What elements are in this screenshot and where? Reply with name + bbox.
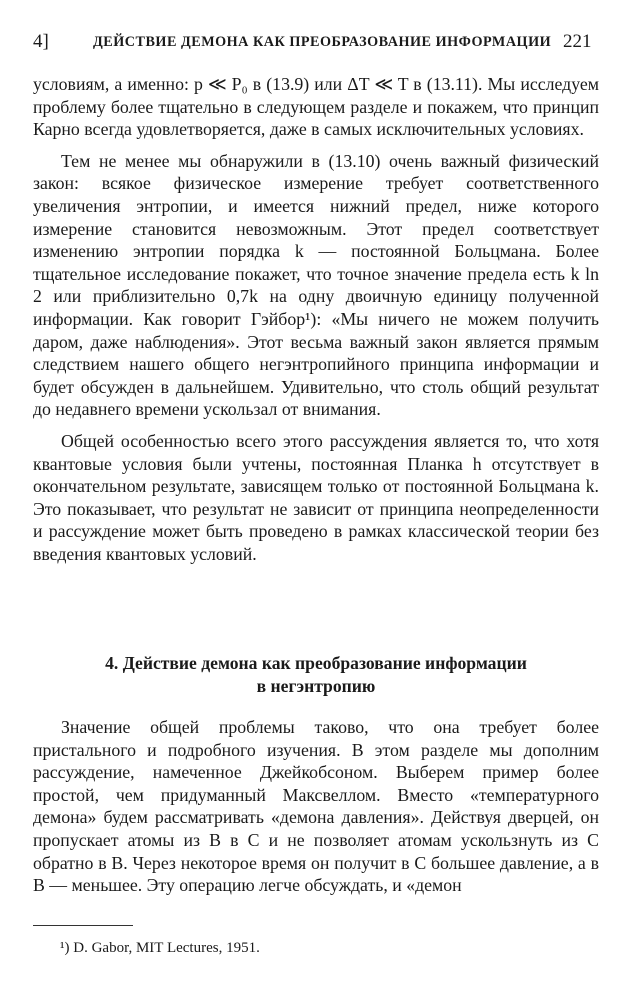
paragraph-2: Тем не менее мы обнаружили в (13.10) очень важный физический закон: всякое физическое измерение требует соответственного увеличения энтропии, и имеется нижний предел, ниже которого измерение становится невозможным. Этот предел соответствует изменению энтропии порядка k — постоянной Больцмана. Более тщательное исследование покажет, что точное значение предела есть k ln 2 или приблизительно 0,7k на одну двоичную единицу полученной информации. Как говорит Гэйбор¹): «Мы ничего не можем получить даром, даже наблюдения». Этот весьма важный закон является прямым следствием нашего общего негэнтропийного принципа информации и будет обсужден в дальнейшем. Удивительно, что столь общий результат до недавнего времени ускользал от внимания.	[33, 150, 599, 420]
section-heading-line-1: 4. Действие демона как преобразование информации	[105, 653, 527, 673]
paragraph-1: условиям, а именно: p ≪ P₀ в (13.9) или ΔT ≪ T в (13.11). Мы исследуем проблему более тщательно в следующем разделе и покажем, что принцип Карно всегда удовлетворяется, даже в самых исключительных условиях.	[33, 74, 599, 140]
section-paragraph: Значение общей проблемы таково, что она требует более пристального и подробного изучения. В этом разделе мы дополним рассуждение, намеченное Джейкобсоном. Выберем пример более простой, чем придуманный Максвеллом. Вместо «температурного демона» будем рассматривать «демона давления». Действуя дверцей, он пропускает атомы из B в C и не позволяет атомам ускользнуть из C обратно в B. Через некоторое время он получит в C большее давление, а в B — меньшее. Эту операцию легче обсуждать, и «демон	[33, 717, 599, 896]
section-heading	[33, 652, 599, 698]
section-heading-line-2: в негэнтропию	[256, 676, 376, 696]
footnote-rule	[33, 925, 133, 926]
footnote-mark: ¹)	[60, 940, 70, 956]
chapter-mark: 4]	[33, 31, 49, 52]
body-text	[33, 73, 599, 565]
footnote	[60, 940, 260, 957]
page-number: 221	[563, 31, 592, 52]
paragraph-3: Общей особенностью всего этого рассуждения является то, что хотя квантовые условия были учтены, постоянная Планка h отсутствует в окончательном результате, зависящем только от постоянной Больцмана k. Это показывает, что результат не зависит от принципа неопределенности и рассуждение может быть проведено в рамках классической теории без введения квантовых условий.	[33, 430, 599, 564]
section-body	[33, 716, 599, 897]
running-header: ДЕЙСТВИЕ ДЕМОНА КАК ПРЕОБРАЗОВАНИЕ ИНФОРМАЦИИ	[93, 34, 552, 50]
footnote-text: D. Gabor, MIT Lectures, 1951.	[73, 940, 260, 956]
